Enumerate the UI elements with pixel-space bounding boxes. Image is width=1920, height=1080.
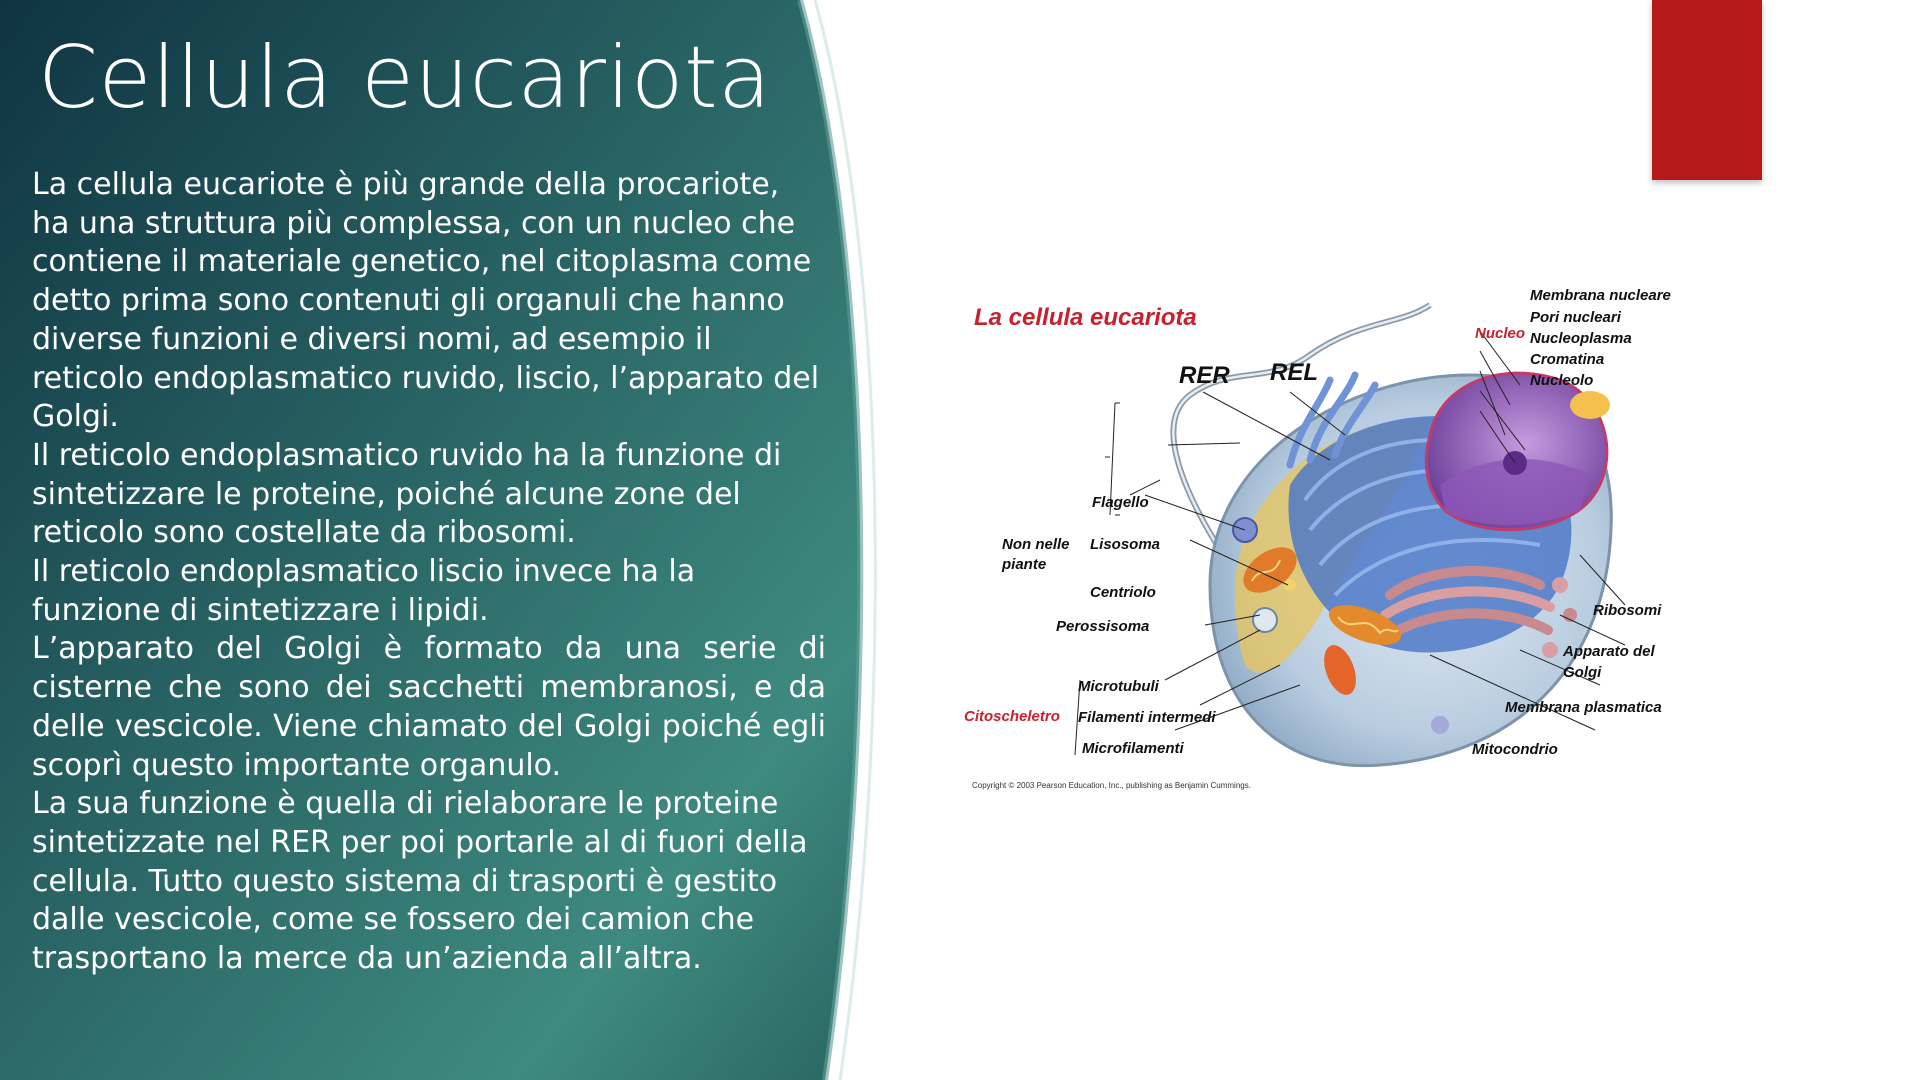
label-filamenti-intermedi: Filamenti intermedi	[1078, 709, 1216, 726]
label-cromatina: Cromatina	[1530, 351, 1605, 368]
label-perossisoma: Perossisoma	[1056, 618, 1150, 635]
page-title: Cellula eucariota	[38, 28, 772, 128]
body-text	[32, 166, 826, 979]
label-golgi: Golgi	[1563, 664, 1602, 681]
paragraph-rel: Il reticolo endoplasmatico liscio invece ha la funzione di sintetizzare i lipidi.	[32, 554, 696, 628]
label-lisosoma: Lisosoma	[1090, 536, 1161, 553]
label-rel: REL	[1270, 359, 1318, 386]
paragraph-intro: La cellula eucariote è più grande della procariote, ha una struttura più complessa, con un nucleo che contiene il materiale genetico, nel citoplasma come detto prima sono contenuti gli organuli che hanno diverse funzioni e diversi nomi, ad esempio il reticolo endoplasmatico ruvido, liscio, l’apparato del Golgi.	[32, 167, 820, 435]
label-nucleolo: Nucleolo	[1530, 372, 1594, 389]
label-membrana-plasmatica: Membrana plasmatica	[1505, 699, 1662, 716]
label-flagello: Flagello	[1092, 494, 1149, 511]
label-nucleo: Nucleo	[1475, 325, 1526, 342]
label-membrana-nucleare: Membrana nucleare	[1530, 287, 1671, 304]
label-apparato-del: Apparato del	[1563, 643, 1655, 660]
label-centriolo: Centriolo	[1090, 584, 1156, 601]
paragraph-function: La sua funzione è quella di rielaborare le proteine sintetizzate nel RER per poi portarle al di fuori della cellula. Tutto questo sistema di trasporti è gestito dalle vescicole, come se fossero dei camion che trasportano la merce da un’azienda all’altra.	[32, 786, 808, 977]
red-accent-bar	[1652, 0, 1762, 180]
label-mitocondrio: Mitocondrio	[1472, 741, 1558, 758]
cell-diagram-figure	[960, 285, 1680, 805]
paragraph-golgi: L’apparato del Golgi è formato da una serie di cisterne che sono dei sacchetti membranosi, e da delle vescicole. Viene chiamato del Golgi poiché egli scoprì questo importante organulo.	[32, 631, 826, 783]
label-citoscheletro: Citoscheletro	[964, 708, 1060, 725]
label-ribosomi: Ribosomi	[1593, 602, 1662, 619]
diagram-copyright: Copyright © 2003 Pearson Education, Inc., publishing as Benjamin Cummings.	[972, 781, 1251, 790]
label-nucleoplasma: Nucleoplasma	[1530, 330, 1632, 347]
label-microfilamenti: Microfilamenti	[1082, 740, 1184, 757]
label-pori-nucleari: Pori nucleari	[1530, 309, 1621, 326]
label-non-nelle: Non nelle	[1002, 536, 1070, 553]
label-rer: RER	[1179, 362, 1230, 389]
cell-diagram	[960, 285, 1680, 805]
label-microtubuli: Microtubuli	[1078, 678, 1159, 695]
label-piante: piante	[1002, 556, 1047, 573]
paragraph-rer: Il reticolo endoplasmatico ruvido ha la funzione di sintetizzare le proteine, poiché alcune zone del reticolo sono costellate da ribosomi.	[32, 437, 782, 551]
left-panel	[0, 0, 900, 1080]
diagram-title: La cellula eucariota	[974, 304, 1197, 331]
